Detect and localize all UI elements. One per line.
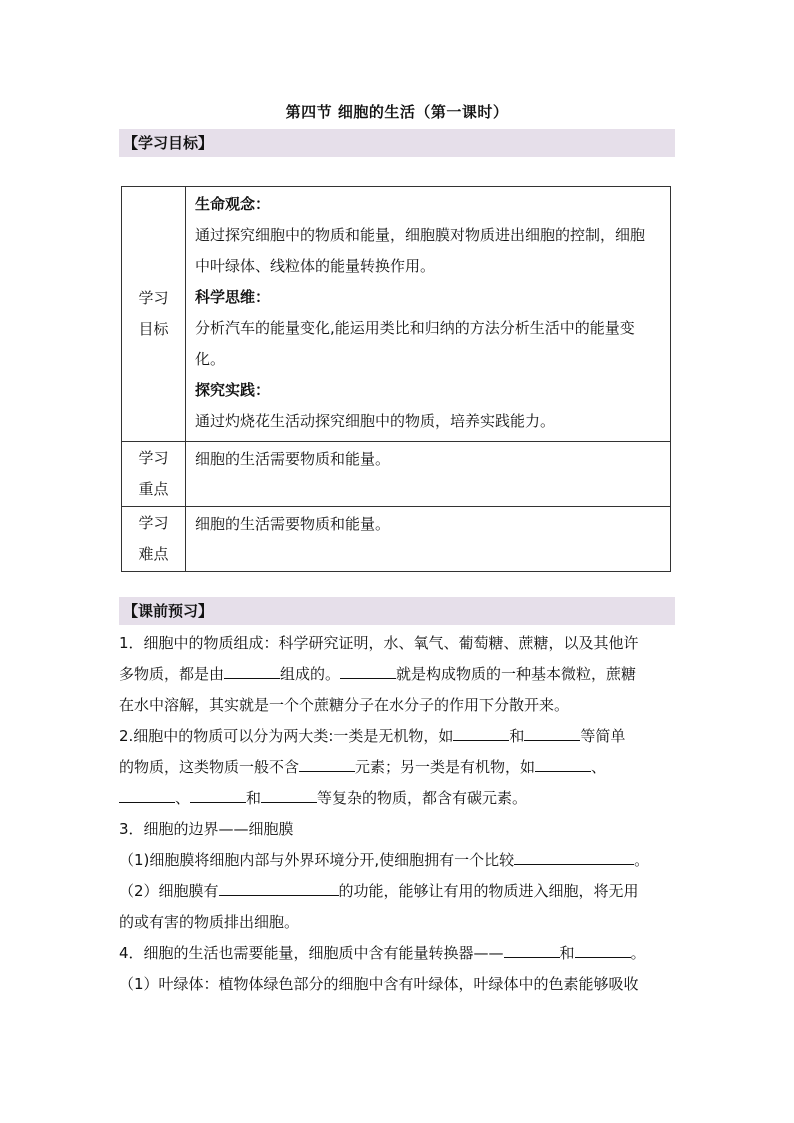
- goals-content-cell: [186, 187, 671, 442]
- key-label-cell: [122, 442, 186, 507]
- life-concept-heading: 生命观念：: [195, 195, 271, 213]
- q1-text: 组成的。: [280, 665, 341, 683]
- science-thinking-text-2: 化。: [195, 350, 226, 368]
- fill-blank[interactable]: [575, 941, 631, 958]
- page-title: 第四节 细胞的生活（第一课时）: [285, 103, 509, 121]
- q3-line: [119, 876, 679, 907]
- goals-label-line1: 学习: [138, 289, 169, 307]
- q2-text: 、: [175, 789, 191, 807]
- q1-line: [119, 628, 679, 659]
- q3-text: 的或有害的物质排出细胞。: [119, 913, 300, 931]
- q3-line: [119, 845, 679, 876]
- science-thinking-heading: 科学思维：: [195, 288, 271, 306]
- q3-text: （1)细胞膜将细胞内部与外界环境分开,使细胞拥有一个比较: [119, 851, 515, 869]
- fill-blank[interactable]: [453, 724, 509, 741]
- q2-text: 等复杂的物质，都含有碳元素。: [317, 789, 528, 807]
- fill-blank[interactable]: [340, 662, 396, 679]
- q1-text: 多物质，都是由: [119, 665, 225, 683]
- q1-text: 1．细胞中的物质组成：科学研究证明，水、氧气、葡萄糖、蔗糖，以及其他许: [119, 634, 639, 652]
- q4-text: （1）叶绿体：植物体绿色部分的细胞中含有叶绿体，叶绿体中的色素能够吸收: [119, 975, 639, 993]
- goals-label-line2: 目标: [138, 320, 169, 338]
- difficulty-label-cell: [122, 507, 186, 572]
- fill-blank[interactable]: [524, 724, 580, 741]
- q1-text: 在水中溶解，其实就是一个个蔗糖分子在水分子的作用下分散开来。: [119, 696, 570, 714]
- q1-line: [119, 659, 679, 690]
- q2-text: 的物质，这类物质一般不含: [119, 758, 300, 776]
- q4-text: 和: [559, 944, 575, 962]
- fill-blank[interactable]: [261, 786, 317, 803]
- q4-line: [119, 938, 679, 969]
- fill-blank[interactable]: [119, 786, 175, 803]
- objectives-table: [121, 186, 671, 572]
- fill-blank[interactable]: [224, 662, 280, 679]
- q2-text: 2.细胞中的物质可以分为两大类:一类是无机物，如: [119, 727, 454, 745]
- q3-text: （2）细胞膜有: [119, 882, 219, 900]
- goals-row: [122, 187, 671, 442]
- q3-text: 。: [634, 851, 650, 869]
- key-point-text: 细胞的生活需要物质和能量。: [186, 442, 671, 507]
- difficulty-row: [122, 507, 671, 572]
- q3-text: 3．细胞的边界——细胞膜: [119, 820, 294, 838]
- key-label-line2: 重点: [138, 480, 169, 498]
- preview-header: 【课前预习】: [119, 597, 675, 625]
- q3-text: 的功能，能够让有用的物质进入细胞，将无用: [338, 882, 639, 900]
- life-concept-text-1: 通过探究细胞中的物质和能量，细胞膜对物质进出细胞的控制，细胞: [195, 226, 646, 244]
- q2-line: [119, 783, 679, 814]
- q1-line: [119, 690, 679, 721]
- q2-text: 元素；另一类是有机物，如: [355, 758, 536, 776]
- q2-text: 等简单: [580, 727, 626, 745]
- fill-blank[interactable]: [190, 786, 246, 803]
- q2-text: 、: [591, 758, 607, 776]
- difficulty-label-line1: 学习: [138, 514, 169, 532]
- fill-blank[interactable]: [535, 755, 591, 772]
- difficulty-label-line2: 难点: [138, 545, 169, 563]
- key-label-line1: 学习: [138, 449, 169, 467]
- q4-text: 4．细胞的生活也需要能量，细胞质中含有能量转换器——: [119, 944, 504, 962]
- q2-text: 和: [509, 727, 525, 745]
- life-concept-text-2: 中叶绿体、线粒体的能量转换作用。: [195, 257, 436, 275]
- practice-text-1: 通过灼烧花生活动探究细胞中的物质，培养实践能力。: [195, 412, 556, 430]
- q1-text: 就是构成物质的一种基本微粒，蔗糖: [396, 665, 637, 683]
- science-thinking-text-1: 分析汽车的能量变化,能运用类比和归纳的方法分析生活中的能量变: [195, 319, 635, 337]
- fill-blank[interactable]: [299, 755, 355, 772]
- key-point-row: [122, 442, 671, 507]
- q3-line: [119, 907, 679, 938]
- q4-text: 。: [630, 944, 646, 962]
- q4-line: [119, 969, 679, 1000]
- practice-heading: 探究实践：: [195, 381, 271, 399]
- fill-blank[interactable]: [504, 941, 560, 958]
- q3-line: [119, 814, 679, 845]
- fill-blank[interactable]: [514, 848, 634, 865]
- q2-line: [119, 721, 679, 752]
- q2-text: 和: [246, 789, 262, 807]
- q2-line: [119, 752, 679, 783]
- objectives-header: 【学习目标】: [119, 129, 675, 157]
- difficulty-text: 细胞的生活需要物质和能量。: [186, 507, 671, 572]
- fill-blank[interactable]: [219, 879, 339, 896]
- goals-label-cell: [122, 187, 186, 442]
- preview-content: [119, 628, 679, 1000]
